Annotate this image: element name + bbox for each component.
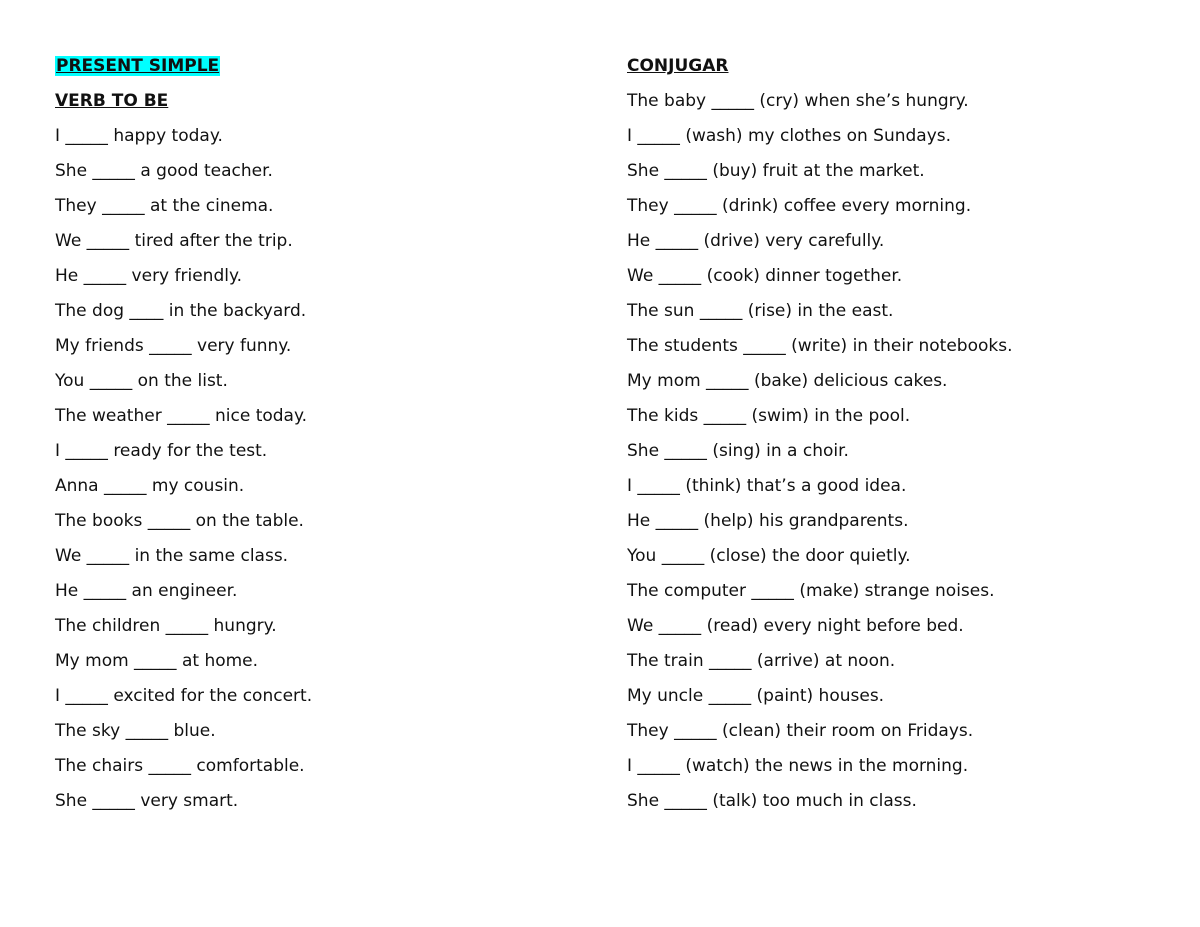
exercise-sentence: My mom _____ (bake) delicious cakes. [627,371,948,391]
exercise-sentence: She _____ a good teacher. [55,161,273,181]
exercise-sentence: The students _____ (write) in their notebooks. [627,336,1013,356]
exercise-sentence: My friends _____ very funny. [55,336,292,356]
exercise-sentence: My mom _____ at home. [55,651,259,671]
exercise-sentence: The computer _____ (make) strange noises. [627,581,995,601]
exercise-sentence: Anna _____ my cousin. [55,476,245,496]
verb-to-be-subtitle: VERB TO BE [55,91,169,111]
verb-to-be-column [55,52,575,822]
exercise-sentence: The chairs _____ comfortable. [55,756,305,776]
exercise-sentence: She _____ very smart. [55,791,239,811]
exercise-sentence: They _____ at the cinema. [55,196,274,216]
exercise-sentence: The weather _____ nice today. [55,406,308,426]
exercise-sentence: The kids _____ (swim) in the pool. [627,406,911,426]
exercise-sentence: I _____ happy today. [55,126,223,146]
exercise-sentence: The children _____ hungry. [55,616,277,636]
exercise-sentence: We _____ (cook) dinner together. [627,266,903,286]
exercise-sentence: He _____ (help) his grandparents. [627,511,909,531]
exercise-sentence: You _____ (close) the door quietly. [627,546,911,566]
exercise-sentence: The baby _____ (cry) when she’s hungry. [627,91,969,111]
exercise-sentence: He _____ (drive) very carefully. [627,231,885,251]
exercise-sentence: The books _____ on the table. [55,511,304,531]
exercise-sentence: I _____ (wash) my clothes on Sundays. [627,126,952,146]
conjugar-title: CONJUGAR [627,56,729,76]
exercise-sentence: They _____ (clean) their room on Fridays. [627,721,974,741]
exercise-sentence: I _____ (watch) the news in the morning. [627,756,969,776]
exercise-sentence: I _____ (think) that’s a good idea. [627,476,907,496]
exercise-sentence: She _____ (talk) too much in class. [627,791,917,811]
exercise-sentence: He _____ an engineer. [55,581,238,601]
exercise-sentence: I _____ ready for the test. [55,441,268,461]
exercise-sentence: She _____ (sing) in a choir. [627,441,849,461]
exercise-sentence: You _____ on the list. [55,371,228,391]
conjugar-exercise-list [627,87,1167,822]
exercise-sentence: She _____ (buy) fruit at the market. [627,161,925,181]
exercise-sentence: The sky _____ blue. [55,721,216,741]
exercise-sentence: My uncle _____ (paint) houses. [627,686,885,706]
exercise-sentence: The dog ____ in the backyard. [55,301,307,321]
exercise-sentence: We _____ tired after the trip. [55,231,293,251]
exercise-sentence: They _____ (drink) coffee every morning. [627,196,972,216]
section-title-line [55,52,575,87]
exercise-sentence: He _____ very friendly. [55,266,243,286]
exercise-sentence: We _____ (read) every night before bed. [627,616,964,636]
conjugar-column [627,52,1167,822]
present-simple-title: PRESENT SIMPLE [56,56,220,76]
exercise-sentence: I _____ excited for the concert. [55,686,313,706]
verb-to-be-exercise-list [55,122,575,822]
exercise-sentence: The sun _____ (rise) in the east. [627,301,894,321]
exercise-sentence: We _____ in the same class. [55,546,289,566]
exercise-sentence: The train _____ (arrive) at noon. [627,651,896,671]
